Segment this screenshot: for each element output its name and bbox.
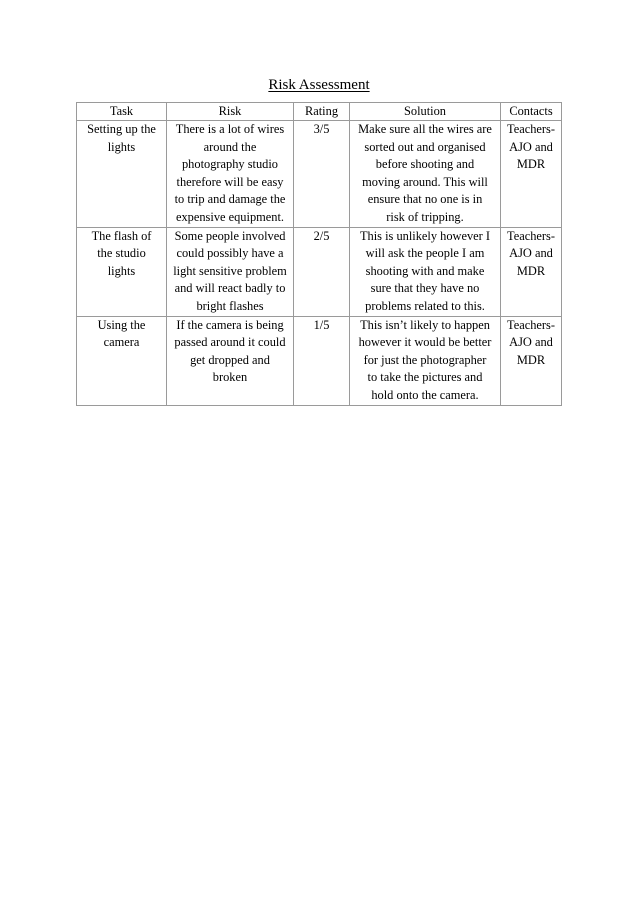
- cell-line: MDR: [516, 263, 546, 278]
- cell-line: and will react badly to: [174, 281, 286, 296]
- header-rating: Rating: [294, 103, 350, 121]
- cell-line: MDR: [516, 157, 546, 172]
- header-risk: Risk: [167, 103, 294, 121]
- cell-line: problems related to this.: [365, 298, 485, 313]
- cell-line: bright flashes: [196, 298, 264, 313]
- cell-line: AJO and: [509, 246, 553, 261]
- cell-line: could possibly have a: [176, 246, 284, 261]
- cell-line: light sensitive problem: [173, 263, 287, 278]
- header-task: Task: [77, 103, 167, 121]
- cell-line: sure that they have no: [370, 281, 480, 296]
- cell-line: risk of tripping.: [386, 209, 464, 224]
- cell-line: sorted out and organised: [364, 139, 486, 154]
- cell-line: Setting up the: [87, 122, 156, 136]
- cell-risk: [167, 121, 294, 228]
- cell-line: AJO and: [509, 139, 553, 154]
- cell-line: The flash of: [91, 228, 152, 243]
- page-title: Risk Assessment: [268, 77, 370, 93]
- cell-line: photography studio: [181, 157, 279, 172]
- cell-rating: 2/5: [294, 227, 350, 316]
- cell-line: If the camera is being: [176, 317, 284, 332]
- cell-line: for just the photographer: [363, 352, 487, 367]
- cell-rating: 1/5: [294, 316, 350, 405]
- cell-line: before shooting and: [375, 157, 475, 172]
- cell-task: [77, 121, 167, 228]
- cell-line: around the: [203, 139, 257, 154]
- cell-line: to take the pictures and: [367, 370, 483, 385]
- cell-line: shooting with and make: [365, 263, 485, 278]
- cell-line: to trip and damage the: [174, 192, 286, 207]
- cell-line: hold onto the camera.: [371, 387, 479, 402]
- cell-line: passed around it could: [174, 335, 286, 350]
- table-row: [77, 227, 562, 316]
- table-row: [77, 316, 562, 405]
- cell-line: the studio: [97, 246, 146, 261]
- cell-solution: [350, 316, 501, 405]
- header-solution: Solution: [350, 103, 501, 121]
- cell-line: camera: [103, 335, 140, 350]
- cell-contacts: [501, 121, 562, 228]
- cell-solution: [350, 227, 501, 316]
- cell-contacts: [501, 227, 562, 316]
- table-body: [77, 121, 562, 406]
- cell-line: moving around. This will: [362, 174, 488, 189]
- cell-task: [77, 227, 167, 316]
- cell-line: Teachers-: [507, 317, 555, 332]
- cell-line: This is unlikely however I: [359, 228, 491, 243]
- cell-line: broken: [212, 370, 248, 385]
- cell-line: Some people involved: [174, 228, 286, 243]
- cell-line: lights: [107, 263, 136, 278]
- cell-line: Teachers-: [507, 122, 555, 136]
- risk-assessment-table: [76, 102, 562, 406]
- cell-line: Make sure all the wires are: [358, 122, 492, 136]
- cell-line: therefore will be easy: [176, 174, 284, 189]
- cell-line: ensure that no one is in: [367, 192, 483, 207]
- cell-line: lights: [107, 139, 136, 154]
- cell-line: Using the: [97, 317, 146, 332]
- cell-line: will ask the people I am: [365, 246, 485, 261]
- cell-line: AJO and: [509, 335, 553, 350]
- cell-line: Teachers-: [507, 228, 555, 243]
- cell-line: There is a lot of wires: [175, 122, 285, 136]
- cell-line: get dropped and: [190, 352, 270, 367]
- cell-rating: 3/5: [294, 121, 350, 228]
- header-contacts: Contacts: [501, 103, 562, 121]
- cell-contacts: [501, 316, 562, 405]
- cell-line: MDR: [516, 352, 546, 367]
- cell-line: expensive equipment.: [175, 209, 285, 224]
- cell-task: [77, 316, 167, 405]
- cell-line: This isn’t likely to happen: [360, 317, 490, 332]
- cell-risk: [167, 316, 294, 405]
- cell-risk: [167, 227, 294, 316]
- table-row: [77, 121, 562, 228]
- cell-line: however it would be better: [358, 335, 492, 350]
- cell-solution: [350, 121, 501, 228]
- table-header-row: [77, 103, 562, 121]
